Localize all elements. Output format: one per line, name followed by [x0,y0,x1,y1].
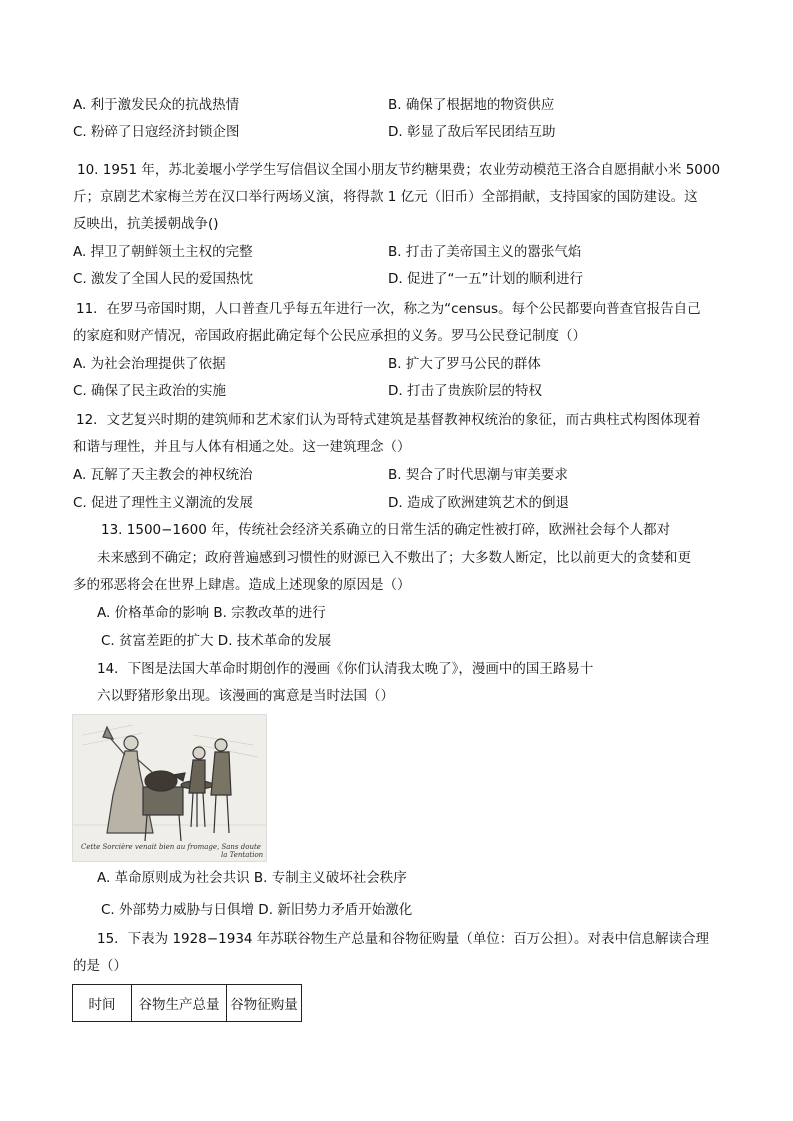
q10-option-b: B. 打击了美帝国主义的嚣张气焰 [388,244,582,260]
q14-stem-line-2: 六以野猪形象出现。该漫画的寓意是当时法国（） [97,688,394,704]
table-header-production: 谷物生产总量 [132,985,227,1022]
table-header-row [73,985,302,1022]
q13-options-row-2: C. 贫富差距的扩大 D. 技术革命的发展 [101,633,332,649]
q13-stem-line-1: 13. 1500−1600 年，传统社会经济关系确立的日常生活的确定性被打碎，欧洲社会每个人都对 [101,522,671,538]
table-header-time: 时间 [73,985,132,1022]
q15-stem-line-1: 15．下表为 1928−1934 年苏联谷物生产总量和谷物征购量（单位：百万公担）。对表中信息解读合理 [97,931,710,947]
q11-option-c: C. 确保了民主政治的实施 [73,383,227,399]
q9-option-d: D. 彰显了敌后军民团结互助 [388,124,556,140]
q11-option-d: D. 打击了贵族阶层的特权 [388,383,542,399]
q10-option-d: D. 促进了“一五”计划的顺利进行 [388,271,583,287]
q13-stem-line-2: 未来感到不确定；政府普遍感到习惯性的财源已入不敷出了；大多数人断定，比以前更大的贪婪和更 [97,550,691,566]
cartoon-caption-line-2: la Tentation [221,851,264,859]
q9-option-c: C. 粉碎了日寇经济封锁企图 [73,124,240,140]
q14-stem-line-1: 14．下图是法国大革命时期创作的漫画《你们认清我太晚了》，漫画中的国王路易十 [97,661,594,677]
q12-option-b: B. 契合了时代思潮与审美要求 [388,467,568,483]
q15-stem-line-2: 的是（） [73,958,127,974]
q10-option-a: A. 捍卫了朝鲜领土主权的完整 [73,244,253,260]
q10-stem-line-3: 反映出，抗美援朝战争() [73,216,219,232]
q11-stem-line-1: 11．在罗马帝国时期，人口普查几乎每五年进行一次，称之为“census。每个公民都要向普查官报告自己 [76,301,701,317]
grain-data-table [72,984,302,1022]
q11-option-a: A. 为社会治理提供了依据 [73,356,226,372]
q12-option-c: C. 促进了理性主义潮流的发展 [73,495,254,511]
cartoon-caption-line-1: Cette Sorcière venait bien au fromage, Sans doute [81,843,261,851]
q12-option-d: D. 造成了欧洲建筑艺术的倒退 [388,495,569,511]
q11-stem-line-2: 的家庭和财产情况，帝国政府据此确定每个公民应承担的义务。罗马公民登记制度（） [73,328,586,344]
q12-stem-line-1: 12．文艺复兴时期的建筑师和艺术家们认为哥特式建筑是基督教神权统治的象征，而古典柱式构图体现着 [76,412,701,428]
q9-option-b: B. 确保了根据地的物资供应 [388,97,555,113]
q13-stem-line-3: 多的邪恶将会在世界上肆虐。造成上述现象的原因是（） [73,577,411,593]
q14-options-row-2: C. 外部势力威胁与日俱增 D. 新旧势力矛盾开始激化 [101,902,413,918]
q14-options-row-1: A. 革命原则成为社会共识 B. 专制主义破坏社会秩序 [97,870,407,886]
q10-stem-line-1: 10. 1951 年，苏北姜堰小学学生写信倡议全国小朋友节约糖果费；农业劳动模范王洛合自愿捐献小米 5000 [77,162,721,178]
q9-option-a: A. 利于激发民众的抗战热情 [73,97,240,113]
q10-stem-line-2: 斤；京剧艺术家梅兰芳在汉口举行两场义演，将得款 1 亿元（旧币）全部捐献，支持国家的国防建设。这 [73,189,698,205]
cartoon-illustration [73,715,266,861]
q12-option-a: A. 瓦解了天主教会的神权统治 [73,467,253,483]
cartoon-figure [72,714,267,862]
q11-option-b: B. 扩大了罗马公民的群体 [388,356,541,372]
q12-stem-line-2: 和谐与理性，并且与人体有相通之处。这一建筑理念（） [73,439,411,455]
q13-options-row-1: A. 价格革命的影响 B. 宗教改革的进行 [97,605,326,621]
table-header-procurement: 谷物征购量 [227,985,302,1022]
q10-option-c: C. 激发了全国人民的爱国热忱 [73,271,254,287]
